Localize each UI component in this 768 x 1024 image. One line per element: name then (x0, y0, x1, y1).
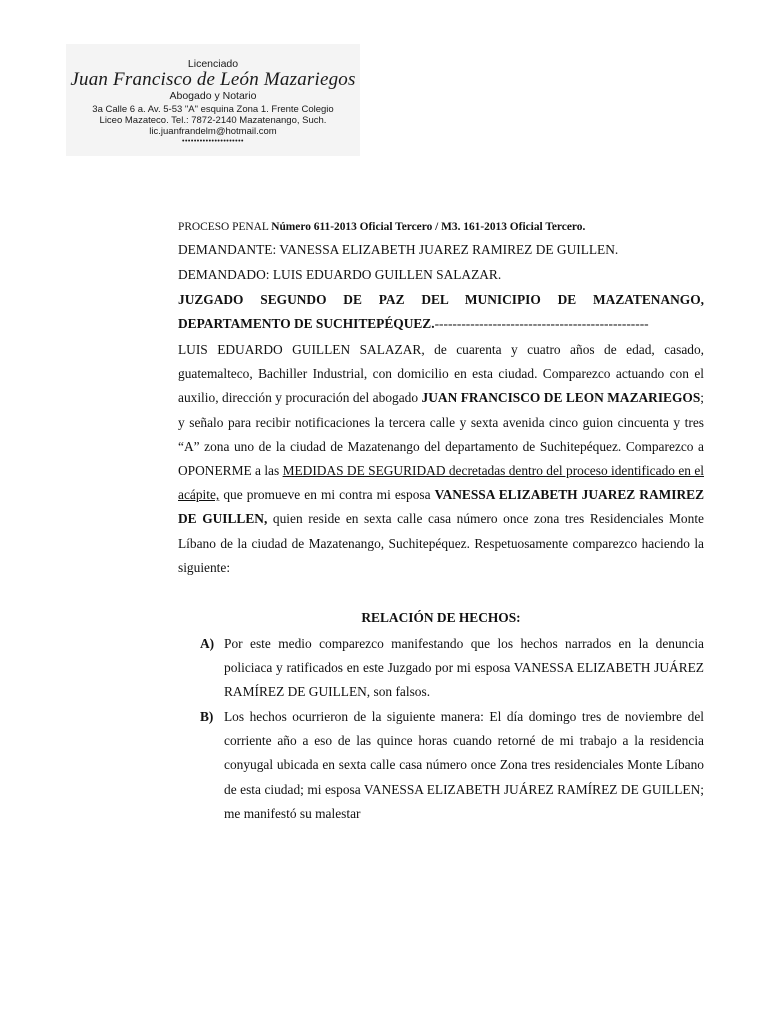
court-line-2 (178, 316, 649, 332)
body-run-3: que promueve en mi contra mi esposa (219, 487, 435, 503)
letterhead-address-line-1: 3a Calle 6 a. Av. 5-53 "A" esquina Zona 1. Frente Colegio (92, 104, 334, 115)
letterhead-address-line-2: Liceo Mazateco. Tel.: 7872-2140 Mazatenango, Such. (99, 115, 327, 126)
body-paragraph (178, 338, 704, 580)
list-marker-b: B) (200, 709, 214, 724)
process-label: PROCESO PENAL (178, 221, 272, 233)
court-department: DEPARTAMENTO DE SUCHITEPÉQUEZ. (178, 316, 435, 331)
plaintiff-line: DEMANDANTE: VANESSA ELIZABETH JUAREZ RAMIREZ DE GUILLEN. (178, 242, 619, 257)
court-dashes: ------------------------------------------------ (434, 316, 649, 331)
body-run-4: quien reside en sexta calle casa número once zona tres Residenciales Monte Líbano de la ciudad de Mazatenango, Suchitepéquez. Respetuosamente comparezco haciendo la siguiente: (178, 511, 704, 575)
body-run-1: LUIS EDUARDO GUILLEN SALAZAR, de cuarenta y cuatro años de edad, casado, guatemalteco, Bachiller Industrial, con domicilio en esta ciudad. Comparezco actuando con el auxilio, dirección y procuración del abogado (178, 342, 704, 406)
defendant-line: DEMANDADO: LUIS EDUARDO GUILLEN SALAZAR. (178, 267, 502, 282)
security-measures-underlined: MEDIDAS DE SEGURIDAD decretadas dentro del proceso identificado en el acápite, (178, 463, 704, 503)
letterhead-profession: Abogado y Notario (169, 90, 257, 102)
letterhead (66, 44, 360, 156)
court-line-1: JUZGADO SEGUNDO DE PAZ DEL MUNICIPIO DE MAZATENANGO, (178, 292, 704, 307)
list-text-b: Los hechos ocurrieron de la siguiente manera: El día domingo tres de noviembre del corriente año a eso de las quince horas cuando retorné de mi trabajo a la residencia conyugal ubicada en sexta calle casa número once Zona tres residenciales Monte Líbano de esta ciudad; mi esposa VANESSA ELIZABETH JUÁREZ RAMÍREZ DE GUILLEN; me manifestó su malestar (224, 709, 704, 821)
letterhead-dots: ••••••••••••••••••••• (182, 138, 244, 145)
letterhead-email: lic.juanfrandelm@hotmail.com (149, 126, 277, 137)
process-number: Número 611-2013 Oficial Tercero / M3. 161-2013 Oficial Tercero. (271, 221, 586, 233)
list-text-a: Por este medio comparezco manifestando que los hechos narrados en la denuncia policiaca y ratificados en este Juzgado por mi esposa VANESSA ELIZABETH JUÁREZ RAMÍREZ DE GUILLEN, son falsos. (224, 636, 704, 700)
process-line (178, 221, 585, 233)
lawyer-name: JUAN FRANCISCO DE LEON MAZARIEGOS (421, 390, 701, 406)
body-run-2: ; y señalo para recibir notificaciones la tercera calle y sexta avenida cinco guion cincuenta y tres “A” zona uno de la ciudad de Mazatenango del departamento de Suchitepéquez. Comparezco a OPONERME a las (178, 390, 704, 479)
letterhead-name: Juan Francisco de León Mazariegos (70, 69, 356, 90)
letterhead-title: Licenciado (187, 58, 239, 70)
spouse-name: VANESSA ELIZABETH JUAREZ RAMIREZ DE GUILLEN, (178, 487, 704, 527)
section-heading: RELACIÓN DE HECHOS: (361, 610, 521, 625)
list-marker-a: A) (200, 636, 215, 651)
